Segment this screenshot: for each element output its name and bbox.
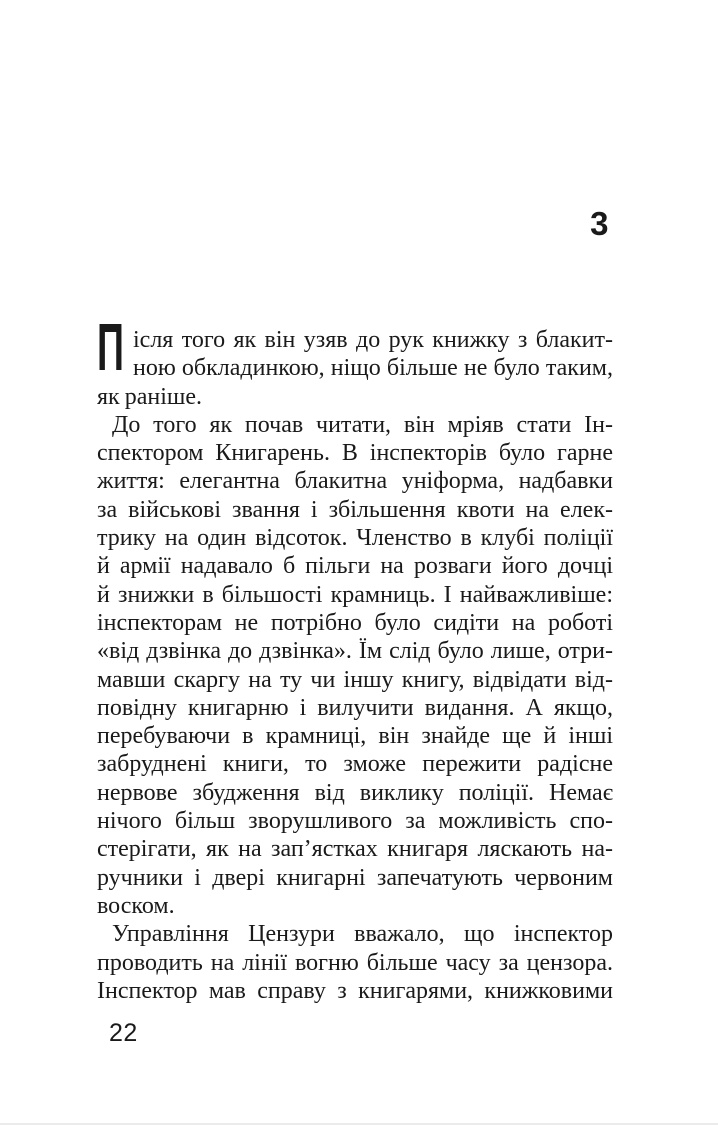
text-line: Управління Цензури вважало, що інспектор — [112, 921, 613, 948]
text-line: спектором Книгарень. В інспекторів було гарне — [97, 440, 613, 467]
text-line: проводить на лінії вогню більше часу за цензора. — [97, 949, 613, 976]
text-line: мавши скаргу на ту чи іншу книгу, відвідати від- — [97, 666, 613, 693]
text-line: нічого більш зворушливого за можливість спо- — [97, 808, 613, 835]
text-line: й знижки в більшості крамниць. І найважливіше: — [97, 581, 613, 608]
body-text — [97, 310, 613, 1005]
text-line: забруднені книги, то зможе пережити радісне — [97, 751, 613, 778]
text-line: трику на один відсоток. Членство в клубі поліції — [97, 525, 613, 552]
paragraph — [97, 920, 613, 1005]
page-number: 22 — [109, 1019, 138, 1047]
text-line: за військові звання і збільшення квоти на елек- — [97, 496, 613, 523]
page-bottom-rule — [0, 1123, 718, 1125]
text-line: інспекторам не потрібно було сидіти на роботі — [97, 609, 613, 636]
drop-cap: П — [97, 310, 124, 385]
text-line: ісля того як він узяв до рук книжку з блакит- — [133, 327, 613, 353]
text-line: нервове збудження від виклику поліції. Немає — [97, 779, 613, 806]
text-line: Інспектор мав справу з книгарями, книжковими — [97, 977, 613, 1004]
text-line: стерігати, як на зап’ястках книгаря ляскають на- — [97, 836, 613, 863]
text-line: ручники і двері книгарні запечатують червоним — [97, 864, 613, 891]
text-line: ною обкладинкою, ніщо більше не було таким, — [133, 355, 613, 382]
paragraph — [97, 411, 613, 920]
text-line: як раніше. — [97, 383, 202, 410]
text-line: воском. — [97, 892, 175, 919]
paragraph — [97, 310, 613, 411]
text-line: перебуваючи в крамниці, він знайде ще й інші — [97, 723, 613, 750]
text-line: життя: елегантна блакитна уніформа, надбавки — [97, 468, 613, 495]
text-line: До того як почав читати, він мріяв стати Ін- — [112, 411, 613, 438]
text-line: й армії надавало б пільги на розваги його дочці — [97, 553, 613, 580]
text-line: повідну книгарню і вилучити видання. А якщо, — [97, 694, 613, 721]
chapter-number: 3 — [590, 205, 609, 242]
text-line: «від дзвінка до дзвінка». Їм слід було лише, отри- — [97, 638, 613, 665]
